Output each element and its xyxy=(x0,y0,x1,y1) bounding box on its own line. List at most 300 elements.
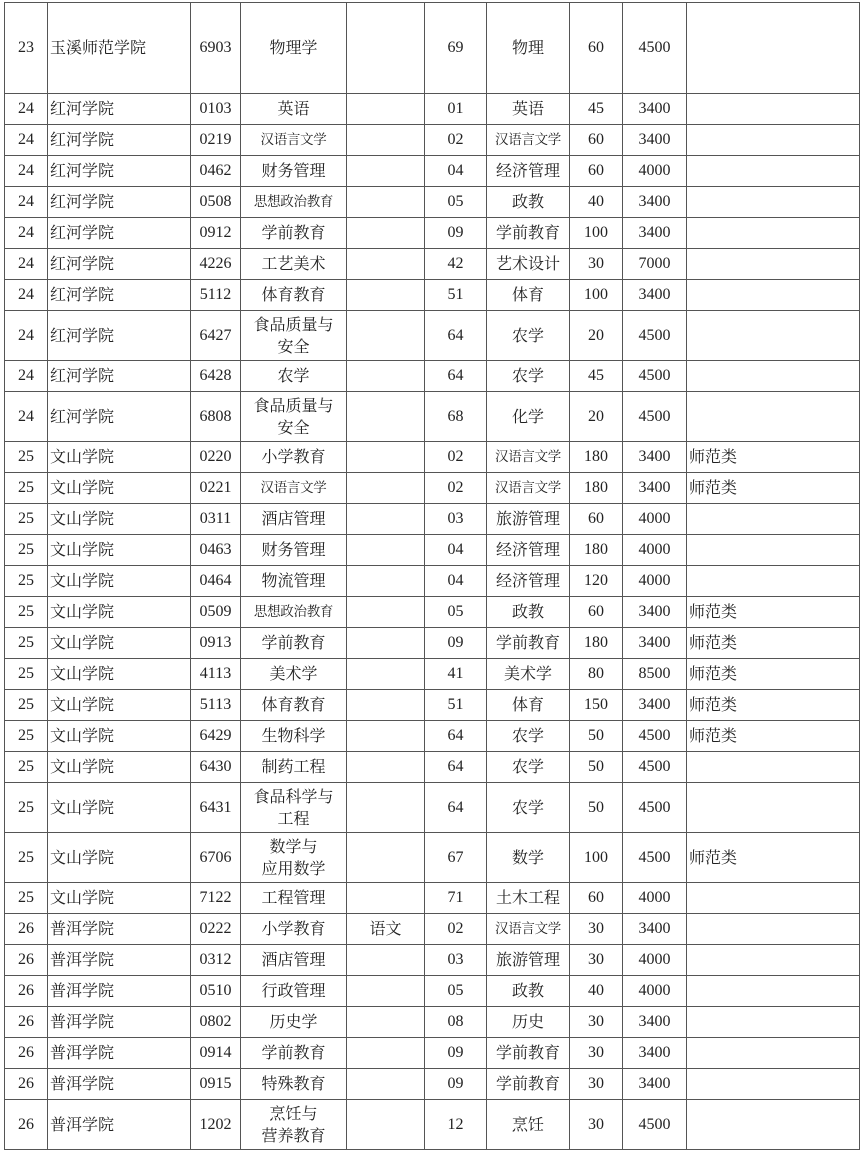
cell-major-code: 7122 xyxy=(191,883,241,914)
cell-major: 生物科学 xyxy=(241,721,347,752)
cell-school: 红河学院 xyxy=(48,249,191,280)
table-row xyxy=(5,783,860,833)
cell-category-code: 64 xyxy=(425,721,487,752)
cell-school: 普洱学院 xyxy=(48,1069,191,1100)
cell-major-code: 0312 xyxy=(191,945,241,976)
cell-category: 汉语言文学 xyxy=(487,442,570,473)
table-row xyxy=(5,976,860,1007)
cell-subject xyxy=(347,721,425,752)
cell-school: 文山学院 xyxy=(48,783,191,833)
cell-category-code: 51 xyxy=(425,280,487,311)
cell-fee: 3400 xyxy=(623,473,687,504)
cell-category: 物理 xyxy=(487,3,570,94)
cell-category: 英语 xyxy=(487,94,570,125)
table-row xyxy=(5,721,860,752)
cell-subject xyxy=(347,1100,425,1150)
cell-quota: 30 xyxy=(570,249,623,280)
cell-category: 学前教育 xyxy=(487,1038,570,1069)
cell-fee: 4500 xyxy=(623,361,687,392)
cell-school: 文山学院 xyxy=(48,473,191,504)
cell-seq: 26 xyxy=(5,1069,48,1100)
cell-major: 工程管理 xyxy=(241,883,347,914)
cell-note: 师范类 xyxy=(687,628,860,659)
cell-major-code: 6430 xyxy=(191,752,241,783)
cell-seq: 26 xyxy=(5,1038,48,1069)
cell-note xyxy=(687,156,860,187)
cell-major: 酒店管理 xyxy=(241,945,347,976)
cell-major: 体育教育 xyxy=(241,690,347,721)
table-row xyxy=(5,914,860,945)
cell-school: 普洱学院 xyxy=(48,1007,191,1038)
cell-school: 普洱学院 xyxy=(48,1038,191,1069)
cell-seq: 26 xyxy=(5,976,48,1007)
cell-major-code: 0311 xyxy=(191,504,241,535)
cell-category: 农学 xyxy=(487,752,570,783)
cell-note: 师范类 xyxy=(687,597,860,628)
cell-seq: 24 xyxy=(5,125,48,156)
cell-note xyxy=(687,311,860,361)
cell-subject xyxy=(347,280,425,311)
cell-category-code: 51 xyxy=(425,690,487,721)
cell-category-code: 09 xyxy=(425,1069,487,1100)
cell-quota: 60 xyxy=(570,883,623,914)
cell-fee: 4000 xyxy=(623,566,687,597)
cell-category-code: 09 xyxy=(425,1038,487,1069)
cell-category: 学前教育 xyxy=(487,1069,570,1100)
cell-major-code: 0219 xyxy=(191,125,241,156)
cell-note xyxy=(687,361,860,392)
cell-fee: 4500 xyxy=(623,1100,687,1150)
cell-seq: 24 xyxy=(5,218,48,249)
cell-subject xyxy=(347,311,425,361)
cell-category-code: 42 xyxy=(425,249,487,280)
cell-quota: 60 xyxy=(570,156,623,187)
cell-quota: 30 xyxy=(570,914,623,945)
cell-fee: 3400 xyxy=(623,628,687,659)
cell-fee: 4500 xyxy=(623,833,687,883)
cell-school: 玉溪师范学院 xyxy=(48,3,191,94)
cell-category: 汉语言文学 xyxy=(487,125,570,156)
cell-seq: 25 xyxy=(5,883,48,914)
cell-note xyxy=(687,249,860,280)
cell-school: 普洱学院 xyxy=(48,914,191,945)
cell-seq: 26 xyxy=(5,1007,48,1038)
cell-major-code: 6808 xyxy=(191,392,241,442)
cell-quota: 40 xyxy=(570,187,623,218)
cell-quota: 50 xyxy=(570,783,623,833)
cell-category: 农学 xyxy=(487,721,570,752)
cell-seq: 23 xyxy=(5,3,48,94)
cell-subject xyxy=(347,535,425,566)
cell-note xyxy=(687,392,860,442)
cell-note: 师范类 xyxy=(687,442,860,473)
cell-note xyxy=(687,1038,860,1069)
cell-school: 文山学院 xyxy=(48,690,191,721)
cell-major-code: 0464 xyxy=(191,566,241,597)
cell-quota: 100 xyxy=(570,218,623,249)
cell-category-code: 64 xyxy=(425,752,487,783)
cell-category: 政教 xyxy=(487,597,570,628)
cell-subject xyxy=(347,442,425,473)
cell-note xyxy=(687,883,860,914)
cell-school: 红河学院 xyxy=(48,280,191,311)
cell-major-code: 0802 xyxy=(191,1007,241,1038)
cell-major-code: 4226 xyxy=(191,249,241,280)
table-row xyxy=(5,218,860,249)
cell-category-code: 64 xyxy=(425,361,487,392)
cell-category: 农学 xyxy=(487,361,570,392)
cell-major-code: 0914 xyxy=(191,1038,241,1069)
cell-category-code: 64 xyxy=(425,311,487,361)
table-row xyxy=(5,311,860,361)
cell-quota: 100 xyxy=(570,833,623,883)
cell-note xyxy=(687,3,860,94)
cell-major: 历史学 xyxy=(241,1007,347,1038)
cell-seq: 24 xyxy=(5,280,48,311)
cell-quota: 20 xyxy=(570,392,623,442)
cell-category: 农学 xyxy=(487,311,570,361)
cell-subject xyxy=(347,94,425,125)
cell-major-code: 5112 xyxy=(191,280,241,311)
table-row xyxy=(5,94,860,125)
cell-category-code: 05 xyxy=(425,976,487,1007)
cell-category: 旅游管理 xyxy=(487,504,570,535)
cell-quota: 60 xyxy=(570,504,623,535)
cell-note xyxy=(687,752,860,783)
cell-category-code: 68 xyxy=(425,392,487,442)
cell-subject xyxy=(347,1038,425,1069)
cell-fee: 3400 xyxy=(623,280,687,311)
cell-major: 学前教育 xyxy=(241,628,347,659)
cell-subject xyxy=(347,473,425,504)
cell-note xyxy=(687,1100,860,1150)
cell-seq: 25 xyxy=(5,628,48,659)
cell-category-code: 04 xyxy=(425,566,487,597)
cell-major: 思想政治教育 xyxy=(241,597,347,628)
cell-school: 文山学院 xyxy=(48,833,191,883)
cell-category-code: 08 xyxy=(425,1007,487,1038)
cell-fee: 3400 xyxy=(623,94,687,125)
cell-school: 普洱学院 xyxy=(48,945,191,976)
table-row xyxy=(5,1069,860,1100)
cell-category-code: 69 xyxy=(425,3,487,94)
cell-major-code: 0915 xyxy=(191,1069,241,1100)
cell-category: 体育 xyxy=(487,280,570,311)
cell-major: 学前教育 xyxy=(241,1038,347,1069)
cell-seq: 26 xyxy=(5,945,48,976)
table-row xyxy=(5,392,860,442)
cell-fee: 3400 xyxy=(623,187,687,218)
cell-fee: 3400 xyxy=(623,914,687,945)
cell-fee: 4500 xyxy=(623,3,687,94)
table-row xyxy=(5,1007,860,1038)
cell-major-code: 0509 xyxy=(191,597,241,628)
cell-seq: 24 xyxy=(5,392,48,442)
cell-major: 烹饪与 营养教育 xyxy=(241,1100,347,1150)
cell-note xyxy=(687,535,860,566)
cell-category-code: 09 xyxy=(425,218,487,249)
cell-category: 体育 xyxy=(487,690,570,721)
cell-subject xyxy=(347,504,425,535)
cell-seq: 24 xyxy=(5,311,48,361)
cell-major: 酒店管理 xyxy=(241,504,347,535)
table-row xyxy=(5,752,860,783)
cell-fee: 4500 xyxy=(623,783,687,833)
table-row xyxy=(5,187,860,218)
cell-major: 美术学 xyxy=(241,659,347,690)
cell-seq: 25 xyxy=(5,535,48,566)
cell-seq: 24 xyxy=(5,249,48,280)
cell-seq: 25 xyxy=(5,690,48,721)
cell-seq: 26 xyxy=(5,1100,48,1150)
cell-school: 红河学院 xyxy=(48,187,191,218)
cell-school: 红河学院 xyxy=(48,94,191,125)
table-row xyxy=(5,249,860,280)
cell-major-code: 0463 xyxy=(191,535,241,566)
cell-fee: 4500 xyxy=(623,392,687,442)
cell-quota: 45 xyxy=(570,361,623,392)
cell-major: 财务管理 xyxy=(241,156,347,187)
cell-major: 食品质量与 安全 xyxy=(241,311,347,361)
cell-major: 食品质量与 安全 xyxy=(241,392,347,442)
cell-major: 小学教育 xyxy=(241,442,347,473)
cell-school: 红河学院 xyxy=(48,125,191,156)
cell-seq: 24 xyxy=(5,361,48,392)
cell-quota: 30 xyxy=(570,1007,623,1038)
cell-subject xyxy=(347,628,425,659)
cell-major-code: 0510 xyxy=(191,976,241,1007)
cell-note xyxy=(687,914,860,945)
table-row xyxy=(5,361,860,392)
table-row xyxy=(5,504,860,535)
cell-subject xyxy=(347,690,425,721)
cell-category: 学前教育 xyxy=(487,218,570,249)
cell-major-code: 0222 xyxy=(191,914,241,945)
cell-category-code: 09 xyxy=(425,628,487,659)
cell-category-code: 64 xyxy=(425,783,487,833)
cell-note: 师范类 xyxy=(687,690,860,721)
cell-note xyxy=(687,1069,860,1100)
cell-subject xyxy=(347,833,425,883)
cell-note: 师范类 xyxy=(687,473,860,504)
cell-category-code: 03 xyxy=(425,945,487,976)
cell-category: 经济管理 xyxy=(487,156,570,187)
cell-note xyxy=(687,945,860,976)
table-row xyxy=(5,833,860,883)
cell-seq: 25 xyxy=(5,833,48,883)
table-row xyxy=(5,442,860,473)
cell-subject xyxy=(347,125,425,156)
cell-fee: 7000 xyxy=(623,249,687,280)
cell-seq: 25 xyxy=(5,752,48,783)
cell-seq: 25 xyxy=(5,659,48,690)
cell-major-code: 0462 xyxy=(191,156,241,187)
cell-seq: 25 xyxy=(5,783,48,833)
table-row xyxy=(5,883,860,914)
cell-subject xyxy=(347,883,425,914)
table-row xyxy=(5,473,860,504)
cell-fee: 3400 xyxy=(623,597,687,628)
cell-major: 汉语言文学 xyxy=(241,125,347,156)
cell-major: 学前教育 xyxy=(241,218,347,249)
cell-quota: 40 xyxy=(570,976,623,1007)
cell-subject xyxy=(347,976,425,1007)
cell-fee: 4500 xyxy=(623,721,687,752)
cell-quota: 60 xyxy=(570,597,623,628)
cell-note xyxy=(687,280,860,311)
cell-subject xyxy=(347,752,425,783)
cell-major-code: 6903 xyxy=(191,3,241,94)
cell-note: 师范类 xyxy=(687,721,860,752)
cell-category: 旅游管理 xyxy=(487,945,570,976)
cell-seq: 25 xyxy=(5,721,48,752)
table-row xyxy=(5,690,860,721)
cell-fee: 4000 xyxy=(623,156,687,187)
table-row xyxy=(5,125,860,156)
cell-subject xyxy=(347,249,425,280)
cell-major-code: 1202 xyxy=(191,1100,241,1150)
cell-school: 文山学院 xyxy=(48,752,191,783)
cell-category: 艺术设计 xyxy=(487,249,570,280)
cell-quota: 50 xyxy=(570,721,623,752)
cell-school: 文山学院 xyxy=(48,721,191,752)
cell-school: 文山学院 xyxy=(48,597,191,628)
cell-fee: 4000 xyxy=(623,976,687,1007)
cell-seq: 25 xyxy=(5,473,48,504)
cell-major: 思想政治教育 xyxy=(241,187,347,218)
cell-category: 汉语言文学 xyxy=(487,914,570,945)
cell-fee: 4000 xyxy=(623,504,687,535)
table-row xyxy=(5,1100,860,1150)
cell-seq: 25 xyxy=(5,566,48,597)
cell-category: 历史 xyxy=(487,1007,570,1038)
cell-school: 红河学院 xyxy=(48,392,191,442)
cell-major-code: 0508 xyxy=(191,187,241,218)
cell-quota: 180 xyxy=(570,535,623,566)
cell-note xyxy=(687,976,860,1007)
cell-note xyxy=(687,504,860,535)
table-row xyxy=(5,3,860,94)
cell-category: 美术学 xyxy=(487,659,570,690)
cell-quota: 60 xyxy=(570,125,623,156)
cell-category-code: 02 xyxy=(425,125,487,156)
cell-school: 红河学院 xyxy=(48,156,191,187)
cell-quota: 30 xyxy=(570,1100,623,1150)
cell-note: 师范类 xyxy=(687,659,860,690)
cell-category-code: 03 xyxy=(425,504,487,535)
cell-category-code: 01 xyxy=(425,94,487,125)
cell-quota: 30 xyxy=(570,1038,623,1069)
cell-school: 普洱学院 xyxy=(48,1100,191,1150)
cell-major-code: 6706 xyxy=(191,833,241,883)
cell-quota: 80 xyxy=(570,659,623,690)
cell-category: 政教 xyxy=(487,976,570,1007)
cell-quota: 180 xyxy=(570,628,623,659)
cell-seq: 24 xyxy=(5,187,48,218)
table-row xyxy=(5,659,860,690)
cell-major-code: 4113 xyxy=(191,659,241,690)
cell-quota: 60 xyxy=(570,3,623,94)
table-row xyxy=(5,156,860,187)
cell-school: 文山学院 xyxy=(48,535,191,566)
cell-fee: 3400 xyxy=(623,1069,687,1100)
cell-seq: 24 xyxy=(5,94,48,125)
cell-quota: 45 xyxy=(570,94,623,125)
cell-category: 数学 xyxy=(487,833,570,883)
cell-major: 制药工程 xyxy=(241,752,347,783)
cell-category: 土木工程 xyxy=(487,883,570,914)
table-row xyxy=(5,597,860,628)
cell-subject xyxy=(347,783,425,833)
cell-category-code: 02 xyxy=(425,442,487,473)
cell-school: 文山学院 xyxy=(48,883,191,914)
cell-subject xyxy=(347,597,425,628)
cell-fee: 4000 xyxy=(623,883,687,914)
cell-subject xyxy=(347,218,425,249)
cell-note xyxy=(687,783,860,833)
cell-seq: 26 xyxy=(5,914,48,945)
cell-category: 烹饪 xyxy=(487,1100,570,1150)
cell-category: 农学 xyxy=(487,783,570,833)
cell-category: 汉语言文学 xyxy=(487,473,570,504)
cell-fee: 4000 xyxy=(623,945,687,976)
cell-school: 红河学院 xyxy=(48,361,191,392)
cell-major-code: 6429 xyxy=(191,721,241,752)
cell-fee: 4500 xyxy=(623,311,687,361)
cell-school: 文山学院 xyxy=(48,504,191,535)
table-body xyxy=(5,3,860,1150)
table-row xyxy=(5,280,860,311)
cell-subject xyxy=(347,1069,425,1100)
cell-quota: 180 xyxy=(570,442,623,473)
cell-subject xyxy=(347,361,425,392)
cell-subject xyxy=(347,392,425,442)
cell-fee: 4000 xyxy=(623,535,687,566)
cell-category: 经济管理 xyxy=(487,566,570,597)
cell-school: 文山学院 xyxy=(48,566,191,597)
cell-school: 红河学院 xyxy=(48,218,191,249)
cell-category-code: 67 xyxy=(425,833,487,883)
cell-seq: 25 xyxy=(5,597,48,628)
cell-note xyxy=(687,125,860,156)
cell-quota: 20 xyxy=(570,311,623,361)
cell-note: 师范类 xyxy=(687,833,860,883)
cell-note xyxy=(687,94,860,125)
cell-category: 化学 xyxy=(487,392,570,442)
cell-note xyxy=(687,187,860,218)
cell-major: 英语 xyxy=(241,94,347,125)
cell-category-code: 41 xyxy=(425,659,487,690)
cell-subject xyxy=(347,566,425,597)
cell-seq: 25 xyxy=(5,504,48,535)
cell-major-code: 0220 xyxy=(191,442,241,473)
cell-school: 文山学院 xyxy=(48,659,191,690)
cell-school: 普洱学院 xyxy=(48,976,191,1007)
cell-quota: 180 xyxy=(570,473,623,504)
cell-major: 物流管理 xyxy=(241,566,347,597)
cell-category: 学前教育 xyxy=(487,628,570,659)
cell-category: 经济管理 xyxy=(487,535,570,566)
cell-category-code: 04 xyxy=(425,535,487,566)
cell-major: 行政管理 xyxy=(241,976,347,1007)
cell-major: 小学教育 xyxy=(241,914,347,945)
cell-note xyxy=(687,566,860,597)
cell-school: 文山学院 xyxy=(48,628,191,659)
cell-note xyxy=(687,1007,860,1038)
cell-category-code: 04 xyxy=(425,156,487,187)
cell-note xyxy=(687,218,860,249)
cell-fee: 3400 xyxy=(623,442,687,473)
